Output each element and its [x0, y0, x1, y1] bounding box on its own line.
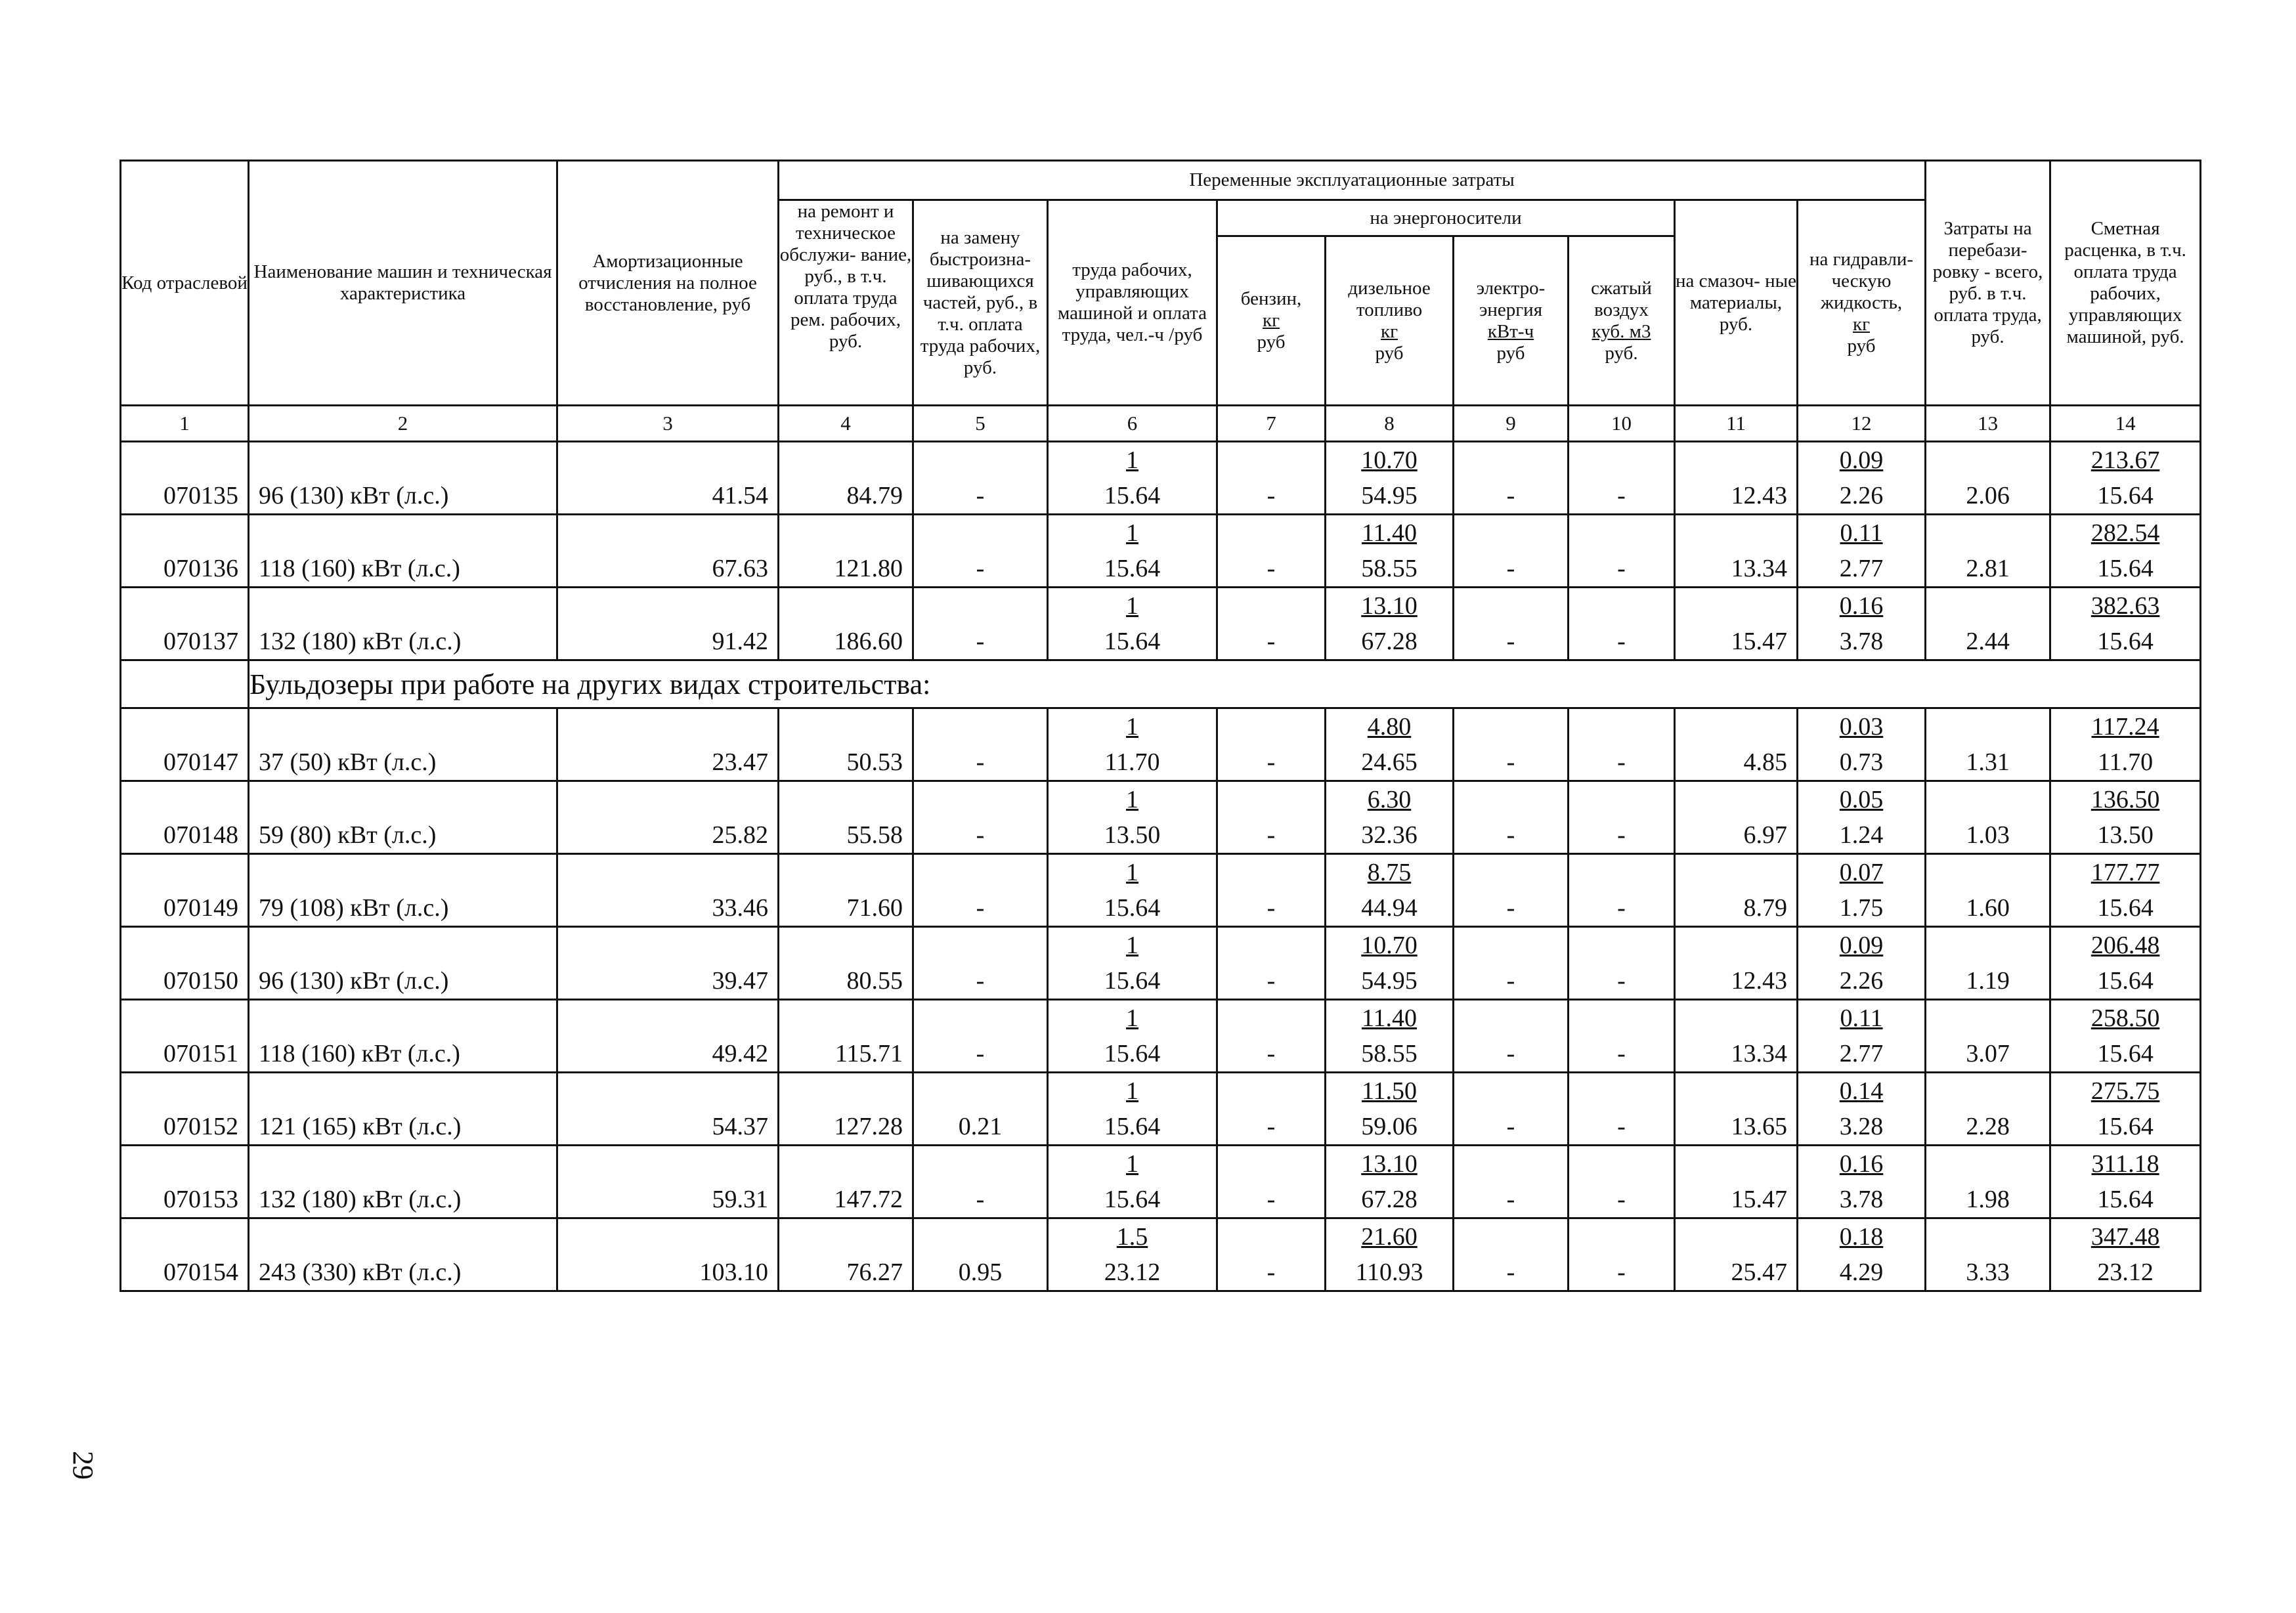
section-heading-row — [121, 660, 2201, 708]
estimate-rate-cell: 258.50 15.64 — [2050, 1000, 2201, 1073]
diesel-cell: 13.10 67.28 — [1326, 588, 1454, 660]
repair-cell: 84.79 — [779, 442, 913, 515]
electric-cell: - — [1454, 854, 1569, 927]
estimate-rate-cell: 206.48 15.64 — [2050, 927, 2201, 1000]
repair-cell: 50.53 — [779, 708, 913, 781]
code-cell: 070135 — [121, 442, 249, 515]
lubricant-cell: 12.43 — [1675, 927, 1798, 1000]
lubricant-cell: 4.85 — [1675, 708, 1798, 781]
column-number: 1 — [121, 406, 249, 442]
compressed-air-cell: - — [1569, 1073, 1675, 1146]
wear-parts-cell: - — [913, 1146, 1048, 1218]
relocation-cell: 1.03 — [1926, 781, 2050, 854]
relocation-cell: 2.44 — [1926, 588, 2050, 660]
electric-cell: - — [1454, 781, 1569, 854]
electric-cell: - — [1454, 708, 1569, 781]
compressed-air-cell: - — [1569, 588, 1675, 660]
electric-cell: - — [1454, 1146, 1569, 1218]
repair-cell: 127.28 — [779, 1073, 913, 1146]
lubricant-cell: 15.47 — [1675, 588, 1798, 660]
wear-parts-cell: 0.95 — [913, 1218, 1048, 1291]
estimate-rate-cell: 347.48 23.12 — [2050, 1218, 2201, 1291]
hydraulic-cell: 0.03 0.73 — [1798, 708, 1926, 781]
electric-cell: - — [1454, 1218, 1569, 1291]
name-cell: 79 (108) кВт (л.с.) — [249, 854, 557, 927]
header-lubricant: на смазоч- ные материалы, руб. — [1675, 200, 1798, 406]
estimate-rate-cell: 382.63 15.64 — [2050, 588, 2201, 660]
labor-cell: 1 15.64 — [1048, 588, 1217, 660]
section-code-cell — [121, 660, 249, 708]
relocation-cell: 2.81 — [1926, 515, 2050, 588]
column-number: 12 — [1798, 406, 1926, 442]
wear-parts-cell: 0.21 — [913, 1073, 1048, 1146]
hydraulic-cell: 0.18 4.29 — [1798, 1218, 1926, 1291]
table-row — [121, 1073, 2201, 1146]
hydraulic-cell: 0.11 2.77 — [1798, 515, 1926, 588]
name-cell: 96 (130) кВт (л.с.) — [249, 442, 557, 515]
lubricant-cell: 8.79 — [1675, 854, 1798, 927]
electric-cell: - — [1454, 1073, 1569, 1146]
column-number-row — [121, 406, 2201, 442]
petrol-cell: - — [1217, 442, 1326, 515]
header-electric: электро- энергия кВт-ч руб — [1454, 236, 1569, 406]
table-row — [121, 708, 2201, 781]
page-number: 29 — [67, 1451, 99, 1480]
column-number: 6 — [1048, 406, 1217, 442]
code-cell: 070150 — [121, 927, 249, 1000]
code-cell: 070154 — [121, 1218, 249, 1291]
repair-cell: 76.27 — [779, 1218, 913, 1291]
header-compressed-air: сжатый воздух куб. м3 руб. — [1569, 236, 1675, 406]
header-labor: труда рабочих, управляющих машиной и оплата труда, чел.-ч /руб — [1048, 200, 1217, 406]
estimate-rate-cell: 117.24 11.70 — [2050, 708, 2201, 781]
column-number: 13 — [1926, 406, 2050, 442]
diesel-cell: 21.60 110.93 — [1326, 1218, 1454, 1291]
petrol-cell: - — [1217, 708, 1326, 781]
relocation-cell: 1.31 — [1926, 708, 2050, 781]
amortization-cell: 91.42 — [557, 588, 779, 660]
wear-parts-cell: - — [913, 588, 1048, 660]
estimate-rate-cell: 177.77 15.64 — [2050, 854, 2201, 927]
header-diesel: дизельное топливо кг руб — [1326, 236, 1454, 406]
header-wear-parts: на замену быстроизна- шивающихся частей, руб., в т.ч. оплата труда рабочих, руб. — [913, 200, 1048, 406]
compressed-air-cell: - — [1569, 708, 1675, 781]
column-number: 14 — [2050, 406, 2201, 442]
wear-parts-cell: - — [913, 927, 1048, 1000]
estimate-rate-cell: 282.54 15.64 — [2050, 515, 2201, 588]
amortization-cell: 49.42 — [557, 1000, 779, 1073]
name-cell: 243 (330) кВт (л.с.) — [249, 1218, 557, 1291]
table-row — [121, 781, 2201, 854]
name-cell: 118 (160) кВт (л.с.) — [249, 515, 557, 588]
header-repair: на ремонт и техническое обслужи- вание, руб., в т.ч. оплата труда рем. рабочих, руб. — [779, 200, 913, 406]
repair-cell: 80.55 — [779, 927, 913, 1000]
name-cell: 37 (50) кВт (л.с.) — [249, 708, 557, 781]
petrol-cell: - — [1217, 515, 1326, 588]
repair-cell: 115.71 — [779, 1000, 913, 1073]
machine-cost-table — [119, 160, 2201, 1292]
hydraulic-cell: 0.09 2.26 — [1798, 927, 1926, 1000]
column-number: 9 — [1454, 406, 1569, 442]
relocation-cell: 1.19 — [1926, 927, 2050, 1000]
labor-cell: 1 13.50 — [1048, 781, 1217, 854]
table-row — [121, 854, 2201, 927]
table-row — [121, 442, 2201, 515]
code-cell: 070149 — [121, 854, 249, 927]
name-cell: 132 (180) кВт (л.с.) — [249, 1146, 557, 1218]
labor-cell: 1 15.64 — [1048, 1000, 1217, 1073]
amortization-cell: 67.63 — [557, 515, 779, 588]
compressed-air-cell: - — [1569, 927, 1675, 1000]
compressed-air-cell: - — [1569, 1146, 1675, 1218]
header-energy: на энергоносители — [1217, 200, 1675, 236]
lubricant-cell: 13.34 — [1675, 1000, 1798, 1073]
amortization-cell: 59.31 — [557, 1146, 779, 1218]
repair-cell: 55.58 — [779, 781, 913, 854]
relocation-cell: 1.60 — [1926, 854, 2050, 927]
column-number: 4 — [779, 406, 913, 442]
wear-parts-cell: - — [913, 854, 1048, 927]
estimate-rate-cell: 136.50 13.50 — [2050, 781, 2201, 854]
code-cell: 070153 — [121, 1146, 249, 1218]
table-row — [121, 1218, 2201, 1291]
amortization-cell: 39.47 — [557, 927, 779, 1000]
amortization-cell: 54.37 — [557, 1073, 779, 1146]
table-row — [121, 1000, 2201, 1073]
repair-cell: 186.60 — [779, 588, 913, 660]
lubricant-cell: 13.65 — [1675, 1073, 1798, 1146]
petrol-cell: - — [1217, 1146, 1326, 1218]
diesel-cell: 13.10 67.28 — [1326, 1146, 1454, 1218]
diesel-cell: 6.30 32.36 — [1326, 781, 1454, 854]
electric-cell: - — [1454, 442, 1569, 515]
lubricant-cell: 6.97 — [1675, 781, 1798, 854]
lubricant-cell: 13.34 — [1675, 515, 1798, 588]
column-number: 7 — [1217, 406, 1326, 442]
labor-cell: 1 15.64 — [1048, 515, 1217, 588]
table-header — [121, 161, 2201, 406]
relocation-cell: 1.98 — [1926, 1146, 2050, 1218]
compressed-air-cell: - — [1569, 1000, 1675, 1073]
hydraulic-cell: 0.05 1.24 — [1798, 781, 1926, 854]
petrol-cell: - — [1217, 1218, 1326, 1291]
labor-cell: 1 15.64 — [1048, 854, 1217, 927]
estimate-rate-cell: 275.75 15.64 — [2050, 1073, 2201, 1146]
hydraulic-cell: 0.16 3.78 — [1798, 1146, 1926, 1218]
name-cell: 132 (180) кВт (л.с.) — [249, 588, 557, 660]
wear-parts-cell: - — [913, 515, 1048, 588]
petrol-cell: - — [1217, 1073, 1326, 1146]
header-name: Наименование машин и техническая характеристика — [249, 161, 557, 406]
relocation-cell: 2.06 — [1926, 442, 2050, 515]
lubricant-cell: 25.47 — [1675, 1218, 1798, 1291]
petrol-cell: - — [1217, 588, 1326, 660]
diesel-cell: 11.40 58.55 — [1326, 515, 1454, 588]
header-estimate-rate: Сметная расценка, в т.ч. оплата труда рабочих, управляющих машиной, руб. — [2050, 161, 2201, 406]
lubricant-cell: 15.47 — [1675, 1146, 1798, 1218]
table-row — [121, 1146, 2201, 1218]
wear-parts-cell: - — [913, 442, 1048, 515]
wear-parts-cell: - — [913, 781, 1048, 854]
header-amortization: Амортизационные отчисления на полное восстановление, руб — [557, 161, 779, 406]
compressed-air-cell: - — [1569, 515, 1675, 588]
code-cell: 070151 — [121, 1000, 249, 1073]
column-number: 8 — [1326, 406, 1454, 442]
labor-cell: 1 15.64 — [1048, 1073, 1217, 1146]
compressed-air-cell: - — [1569, 781, 1675, 854]
repair-cell: 121.80 — [779, 515, 913, 588]
table-row — [121, 588, 2201, 660]
column-number: 11 — [1675, 406, 1798, 442]
hydraulic-cell: 0.16 3.78 — [1798, 588, 1926, 660]
header-petrol: бензин, кг руб — [1217, 236, 1326, 406]
electric-cell: - — [1454, 1000, 1569, 1073]
relocation-cell: 3.33 — [1926, 1218, 2050, 1291]
hydraulic-cell: 0.11 2.77 — [1798, 1000, 1926, 1073]
header-hydraulic: на гидравли- ческую жидкость, кг руб — [1798, 200, 1926, 406]
column-number: 10 — [1569, 406, 1675, 442]
amortization-cell: 25.82 — [557, 781, 779, 854]
lubricant-cell: 12.43 — [1675, 442, 1798, 515]
petrol-cell: - — [1217, 1000, 1326, 1073]
column-number: 2 — [249, 406, 557, 442]
wear-parts-cell: - — [913, 708, 1048, 781]
petrol-cell: - — [1217, 854, 1326, 927]
relocation-cell: 2.28 — [1926, 1073, 2050, 1146]
code-cell: 070147 — [121, 708, 249, 781]
compressed-air-cell: - — [1569, 1218, 1675, 1291]
code-cell: 070136 — [121, 515, 249, 588]
repair-cell: 71.60 — [779, 854, 913, 927]
name-cell: 121 (165) кВт (л.с.) — [249, 1073, 557, 1146]
section-title: Бульдозеры при работе на других видах строительства: — [249, 660, 2201, 708]
labor-cell: 1 15.64 — [1048, 927, 1217, 1000]
electric-cell: - — [1454, 515, 1569, 588]
diesel-cell: 10.70 54.95 — [1326, 442, 1454, 515]
code-cell: 070137 — [121, 588, 249, 660]
table-row — [121, 927, 2201, 1000]
table-body — [121, 406, 2201, 1291]
name-cell: 118 (160) кВт (л.с.) — [249, 1000, 557, 1073]
diesel-cell: 11.40 58.55 — [1326, 1000, 1454, 1073]
electric-cell: - — [1454, 927, 1569, 1000]
estimate-rate-cell: 311.18 15.64 — [2050, 1146, 2201, 1218]
header-relocation: Затраты на перебази- ровку - всего, руб. в т.ч. оплата труда, руб. — [1926, 161, 2050, 406]
labor-cell: 1 15.64 — [1048, 442, 1217, 515]
compressed-air-cell: - — [1569, 442, 1675, 515]
column-number: 5 — [913, 406, 1048, 442]
hydraulic-cell: 0.09 2.26 — [1798, 442, 1926, 515]
code-cell: 070148 — [121, 781, 249, 854]
table-row — [121, 515, 2201, 588]
petrol-cell: - — [1217, 927, 1326, 1000]
hydraulic-cell: 0.14 3.28 — [1798, 1073, 1926, 1146]
compressed-air-cell: - — [1569, 854, 1675, 927]
wear-parts-cell: - — [913, 1000, 1048, 1073]
estimate-rate-cell: 213.67 15.64 — [2050, 442, 2201, 515]
repair-cell: 147.72 — [779, 1146, 913, 1218]
amortization-cell: 41.54 — [557, 442, 779, 515]
name-cell: 96 (130) кВт (л.с.) — [249, 927, 557, 1000]
labor-cell: 1 15.64 — [1048, 1146, 1217, 1218]
diesel-cell: 4.80 24.65 — [1326, 708, 1454, 781]
header-code: Код отраслевой — [121, 161, 249, 406]
diesel-cell: 11.50 59.06 — [1326, 1073, 1454, 1146]
amortization-cell: 103.10 — [557, 1218, 779, 1291]
relocation-cell: 3.07 — [1926, 1000, 2050, 1073]
column-number: 3 — [557, 406, 779, 442]
hydraulic-cell: 0.07 1.75 — [1798, 854, 1926, 927]
code-cell: 070152 — [121, 1073, 249, 1146]
labor-cell: 1 11.70 — [1048, 708, 1217, 781]
electric-cell: - — [1454, 588, 1569, 660]
name-cell: 59 (80) кВт (л.с.) — [249, 781, 557, 854]
diesel-cell: 8.75 44.94 — [1326, 854, 1454, 927]
header-variable-costs: Переменные эксплуатационные затраты — [779, 161, 1926, 200]
amortization-cell: 23.47 — [557, 708, 779, 781]
labor-cell: 1.5 23.12 — [1048, 1218, 1217, 1291]
diesel-cell: 10.70 54.95 — [1326, 927, 1454, 1000]
amortization-cell: 33.46 — [557, 854, 779, 927]
petrol-cell: - — [1217, 781, 1326, 854]
